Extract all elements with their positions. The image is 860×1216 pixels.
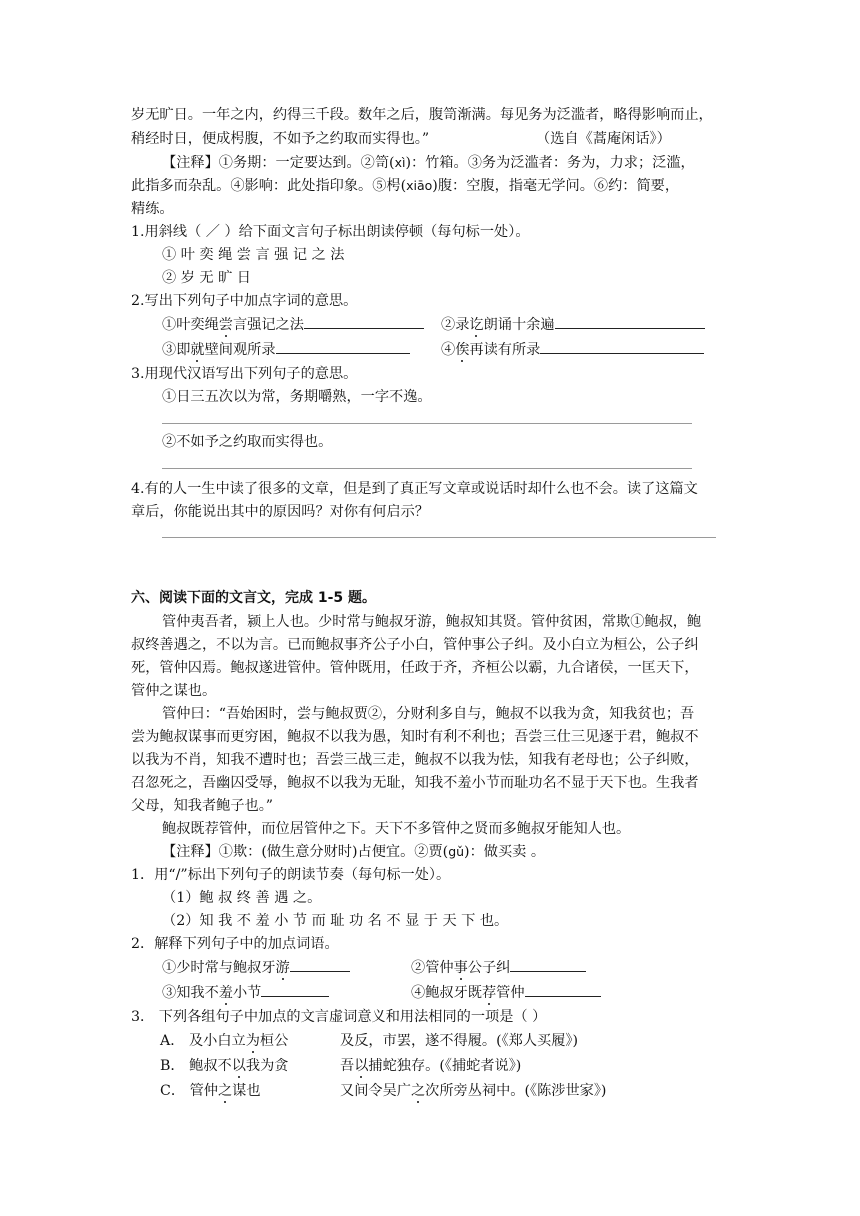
note-label: 【注释】 [162, 155, 219, 171]
passage-line: 尝为鲍叔谋事而更穷困，鲍叔不以我为愚，知时有利不利也；吾尝三仕三见逐于君，鲍叔不 [131, 729, 699, 745]
sentence-text: 捕蛇独存。(《捕蛇者说》) [368, 1058, 522, 1074]
sentence-text: 鲍叔不 [189, 1058, 232, 1074]
sentence-text: ③知我不 [162, 985, 219, 1001]
passage-text: 稍经时日，便成枵腹，不如予之约取而实得也。” [131, 131, 430, 147]
option-label: B． [160, 1058, 185, 1074]
answer-blank[interactable] [525, 982, 601, 997]
answer-blank[interactable] [304, 314, 424, 329]
option-label: A． [160, 1033, 185, 1049]
dotted-char: 就 [190, 342, 205, 358]
pinyin: xì [394, 155, 406, 170]
option-b-compare [340, 1056, 521, 1076]
sentence-text: 小节 [232, 985, 262, 1001]
sentence-text: ④ [441, 342, 456, 358]
dotted-char: 以 [231, 1058, 246, 1074]
sentence-text: 吾 [340, 1058, 355, 1074]
dotted-char: 羞 [218, 985, 233, 1001]
sentence-text: 谋也 [232, 1083, 261, 1099]
option-label: C． [160, 1083, 186, 1099]
sentence-text: ①少时常与鲍叔牙 [162, 960, 276, 976]
question-1-item-2: ② 岁 无 旷 日 [162, 270, 251, 286]
sentence-text: 及小白立 [188, 1033, 246, 1049]
sentence-text: 管仲 [189, 1083, 218, 1099]
question-2-item-1 [162, 957, 350, 978]
question-3: 3.用现代汉语写出下列句子的意思。 [131, 366, 358, 382]
option-c[interactable] [160, 1081, 607, 1101]
note-label: 【注释】 [162, 844, 219, 860]
passage-line: 管仲之谋也。 [131, 683, 217, 699]
answer-blank[interactable] [276, 339, 410, 354]
note-text: )：做买卖 。 [464, 844, 546, 860]
answer-blank[interactable] [510, 957, 586, 972]
question-2-item-3 [162, 982, 329, 1003]
question-2: 2．解释下列句子中的加点词语。 [131, 936, 339, 952]
sentence-text: 朗诵十余遍 [483, 317, 555, 333]
sentence-text: 公子纠 [467, 960, 511, 976]
question-2-item-1 [162, 314, 424, 335]
answer-blank[interactable] [261, 982, 329, 997]
pinyin: gǔ [448, 844, 465, 859]
question-2-item-4 [441, 339, 704, 360]
question-3: 3． 下列各组句子中加点的文言虚词意义和用法相同的一项是（ ） [131, 1009, 547, 1025]
note-text: )腹：空腹，指毫无学问。⑥约：简要， [432, 178, 680, 194]
passage-line: 管仲夷吾者，颍上人也。少时常与鲍叔牙游，鲍叔知其贤。管仲贫困，常欺①鲍叔，鲍 [162, 614, 702, 630]
note-line [162, 153, 695, 173]
question-1: 1．用“/”标出下列句子的朗读节奏（每句标一处）。 [131, 867, 451, 883]
sentence-text: ①叶奕绳 [162, 317, 219, 333]
sentence-text: 桓公 [259, 1033, 289, 1049]
section-heading: 六、阅读下面的文言文，完成 1-5 题。 [131, 590, 377, 606]
question-2-item-2 [411, 957, 586, 978]
dotted-char: 之 [217, 1083, 233, 1099]
sentence-text: ④鲍叔牙既 [411, 985, 482, 1001]
sentence-text: 我为贪 [245, 1058, 289, 1074]
passage-line: 鲍叔既荐管仲，而位居管仲之下。天下不多管仲之贤而多鲍叔牙能知人也。 [162, 821, 631, 837]
sentence-text: 管仲 [496, 985, 525, 1001]
sentence-text: ②管仲 [411, 960, 454, 976]
dotted-char: 游 [275, 960, 290, 976]
note-text: )：竹箱。③务为泛滥者：务为，力求；泛滥， [405, 155, 695, 171]
passage-line: 管仲曰：“吾始困时，尝与鲍叔贾②，分财利多自与，鲍叔不以我为贪，知我贫也；吾 [162, 706, 695, 722]
answer-line[interactable] [162, 468, 692, 469]
sentence-text: 次所旁丛祠中。(《陈涉世家》) [425, 1083, 607, 1099]
question-1: 1.用斜线（ ／ ）给下面文言句子标出朗读停顿（每句标一处）。 [131, 224, 530, 240]
passage-source: （选自《蒿庵闲话》） [536, 131, 671, 147]
dotted-char: 俟 [455, 342, 470, 358]
passage-line: 以我为不肖，知我不遭时也；吾尝三战三走，鲍叔不以我为怯，知我有老母也；公子纠败， [131, 752, 699, 768]
note-line [131, 176, 679, 196]
answer-blank[interactable] [555, 314, 705, 329]
passage-line: 死，管仲囚焉。鲍叔遂进管仲。管仲既用，任政于齐，齐桓公以霸，九合诸侯，一匡天下， [131, 660, 699, 676]
sentence-text: 再读有所录 [469, 342, 541, 358]
question-1-item-1: （1）鲍 叔 终 善 遇 之。 [162, 890, 322, 906]
passage-line [131, 129, 671, 149]
answer-line[interactable] [162, 537, 716, 538]
question-2: 2.写出下列句子中加点字词的意思。 [131, 293, 358, 309]
option-b[interactable] [160, 1056, 522, 1076]
sentence-text: ②录 [441, 317, 470, 333]
answer-blank[interactable] [290, 957, 350, 972]
option-c-compare [340, 1081, 606, 1101]
question-1-item-2: （2）知 我 不 羞 小 节 而 耻 功 名 不 显 于 天 下 也。 [162, 913, 509, 929]
passage-line: 岁无旷日。一年之内，约得三千段。数年之后，腹笥渐满。每见务为泛滥者，略得影响而止， [131, 107, 713, 123]
question-2-item-4 [411, 982, 601, 1003]
sentence-text: 壁间观所录 [204, 342, 276, 358]
sentence-text: ③即 [162, 342, 191, 358]
passage-line: 叔终善遇之，不以为言。已而鲍叔事齐公子小白，管仲事公子纠。及小白立为桓公，公子纠 [131, 637, 699, 653]
dotted-char: 尝 [218, 317, 233, 333]
question-2-item-2 [441, 314, 705, 335]
dotted-char: 为 [245, 1033, 260, 1049]
dotted-char: 事 [453, 960, 468, 976]
answer-blank[interactable] [540, 339, 704, 354]
note-line [162, 842, 545, 862]
question-4: 4.有的人一生中读了很多的文章，但是到了真正写文章或说话时却什么也不会。读了这篇文 [131, 481, 698, 497]
dotted-char: 以 [354, 1058, 369, 1074]
option-a[interactable] [160, 1031, 579, 1051]
question-3-item-1: ①日三五次以为常，务期嚼熟，一字不逸。 [162, 389, 432, 405]
dotted-char: 荐 [481, 985, 497, 1001]
question-2-item-3 [162, 339, 410, 360]
sentence-text: 又间令吴广 [340, 1083, 411, 1099]
passage-line: 召忽死之，吾幽囚受辱，鲍叔不以我为无耻，知我不羞小节而耻功名不显于天下也。生我者 [131, 775, 699, 791]
pinyin: xiāo [406, 178, 433, 193]
question-1-item-1: ① 叶 奕 绳 尝 言 强 记 之 法 [162, 247, 345, 263]
dotted-char: 讫 [469, 317, 484, 333]
answer-line[interactable] [162, 423, 692, 424]
note-line: 精练。 [131, 201, 174, 217]
sentence-text: 言强记之法 [232, 317, 304, 333]
note-text: ①务期：一定要达到。②笥( [218, 155, 395, 171]
dotted-char: 之 [410, 1083, 426, 1099]
question-4-line-2: 章后，你能说出其中的原因吗？对你有何启示？ [131, 504, 429, 520]
note-text: ①欺：(做生意分财时)占便宜。②贾( [218, 844, 449, 860]
note-text: 此指多而杂乱。④影响：此处指印象。⑤枵( [131, 178, 407, 194]
question-3-item-2: ②不如予之约取而实得也。 [162, 434, 333, 450]
option-a-compare: 及反，市罢，遂不得履。(《郑人买履》) [340, 1033, 579, 1049]
passage-line: 父母，知我者鲍子也。” [131, 798, 274, 814]
